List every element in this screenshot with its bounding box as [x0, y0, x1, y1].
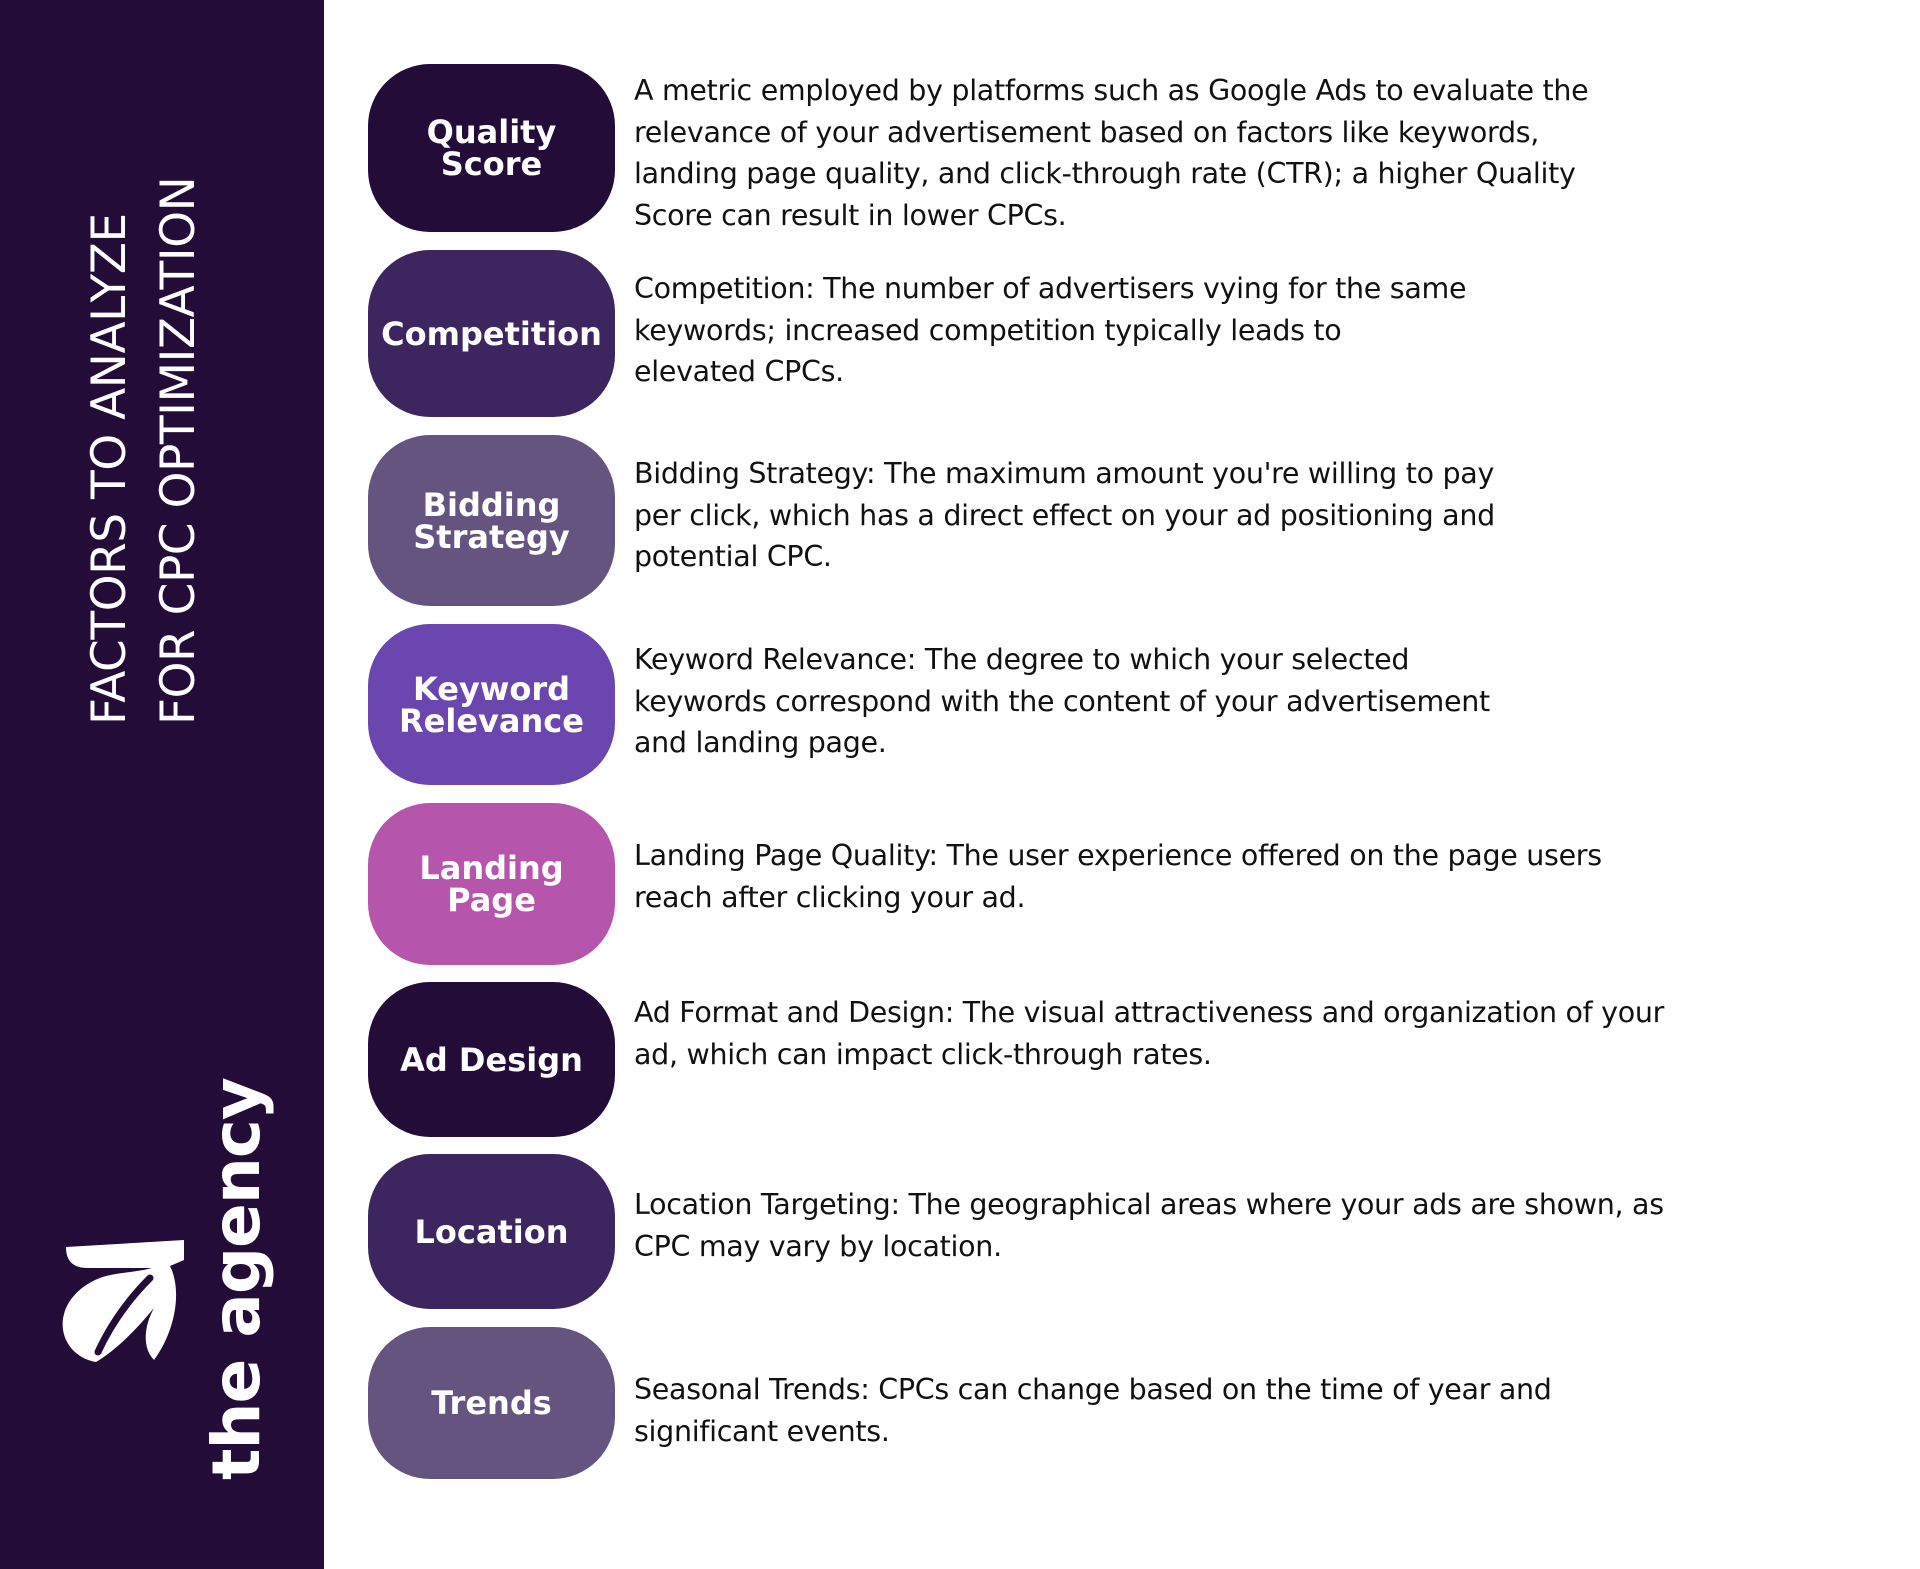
brand-name: the agency — [198, 1078, 275, 1480]
factor-description-ad-design: Ad Format and Design: The visual attractiveness and organization of your ad, which can impact click-through rates. — [634, 996, 1665, 1071]
factor-description-quality-score: A metric employed by platforms such as Google Ads to evaluate the relevance of your advertisement based on factors like keywords, landing page quality, and click-through rate (CTR); a higher Quality Score can result in lower CPCs. — [634, 74, 1589, 232]
factor-label-competition: Competition — [368, 250, 615, 417]
factor-label-ad-design: Ad Design — [368, 982, 615, 1137]
agency-leaf-logo-icon — [58, 1238, 188, 1364]
page-title-line-2: FOR CPC OPTIMIZATION — [151, 176, 206, 725]
factor-label-trends: Trends — [368, 1327, 615, 1479]
factor-label-quality-score: Quality Score — [368, 64, 615, 232]
page-title — [75, 177, 213, 725]
factor-description-location: Location Targeting: The geographical areas where your ads are shown, as CPC may vary by location. — [634, 1188, 1664, 1263]
factor-description-keyword-relevance: Keyword Relevance: The degree to which your selected keywords correspond with the content of your advertisement and landing page. — [634, 643, 1490, 759]
factor-description-competition: Competition: The number of advertisers vying for the same keywords; increased competition typically leads to elevated CPCs. — [634, 272, 1467, 388]
factor-description-trends: Seasonal Trends: CPCs can change based on the time of year and significant events. — [634, 1373, 1552, 1448]
factor-label-location: Location — [368, 1154, 615, 1309]
factor-label-landing-page: Landing Page — [368, 803, 615, 965]
factor-description-landing-page: Landing Page Quality: The user experience offered on the page users reach after clicking your ad. — [634, 839, 1602, 914]
page-title-line-1: FACTORS TO ANALYZE — [82, 213, 137, 725]
factor-description-bidding-strategy: Bidding Strategy: The maximum amount you're willing to pay per click, which has a direct effect on your ad positioning and potential CPC. — [634, 457, 1495, 573]
factor-label-keyword-relevance: Keyword Relevance — [368, 624, 615, 785]
sidebar — [0, 0, 324, 1569]
factor-label-bidding-strategy: Bidding Strategy — [368, 435, 615, 606]
